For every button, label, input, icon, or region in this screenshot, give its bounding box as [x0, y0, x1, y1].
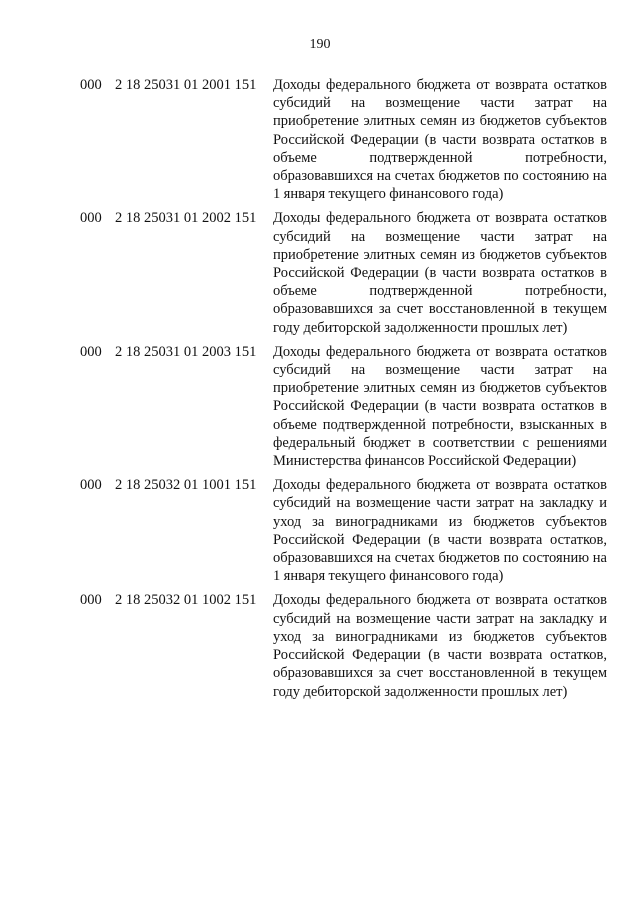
income-description: Доходы федерального бюджета от возврата остатков субсидий на возмещение части затрат на закладку и уход за виноградниками из бюджетов субъектов Российской Федерации (в части возврата остатков, образовавшихся на счетах бюджетов по состоянию на 1 января текущего финансового года): [273, 477, 607, 585]
admin-code: 000: [80, 343, 102, 360]
list-item: [0, 76, 640, 203]
list-item: [0, 209, 640, 336]
list-item: [0, 591, 640, 700]
page-number: 190: [309, 37, 331, 52]
admin-code: 000: [80, 77, 102, 93]
income-description: Доходы федерального бюджета от возврата остатков субсидий на возмещение части затрат на приобретение элитных семян из бюджетов субъектов Российской Федерации (в части возврата остатков в объеме подтвержденной потребности, образовавшихся на счетах бюджетов по состоянию на 1 января текущего финансового года): [273, 77, 607, 203]
admin-code: 000: [80, 210, 102, 227]
budget-code-list: [0, 76, 640, 707]
list-item: [0, 476, 640, 585]
income-description: Доходы федерального бюджета от возврата остатков субсидий на возмещение части затрат на приобретение элитных семян из бюджетов субъектов Российской Федерации (в части возврата остатков в объеме подтвержденной потребности, образовавшихся за счет восстановленной в текущем году дебиторской задолженности прошлых лет): [273, 210, 607, 336]
classification-code: 2 18 25031 01 2001 151: [115, 77, 257, 93]
list-item: [0, 343, 640, 470]
classification-code: 2 18 25031 01 2002 151: [115, 210, 257, 227]
classification-code: 2 18 25032 01 1001 151: [115, 477, 257, 494]
admin-code: 000: [80, 592, 102, 609]
classification-code: 2 18 25032 01 1002 151: [115, 592, 257, 609]
classification-code: 2 18 25031 01 2003 151: [115, 343, 257, 360]
income-description: Доходы федерального бюджета от возврата остатков субсидий на возмещение части затрат на приобретение элитных семян из бюджетов субъектов Российской Федерации (в части возврата остатков в объеме подтвержденной потребности, взысканных в федеральный бюджет в соответствии с решениями Министерства финансов Российской Федерации): [273, 343, 607, 470]
income-description: Доходы федерального бюджета от возврата остатков субсидий на возмещение части затрат на закладку и уход за виноградниками из бюджетов субъектов Российской Федерации (в части возврата остатков, образовавшихся за счет восстановленной в текущем году дебиторской задолженности прошлых лет): [273, 592, 607, 700]
admin-code: 000: [80, 477, 102, 494]
